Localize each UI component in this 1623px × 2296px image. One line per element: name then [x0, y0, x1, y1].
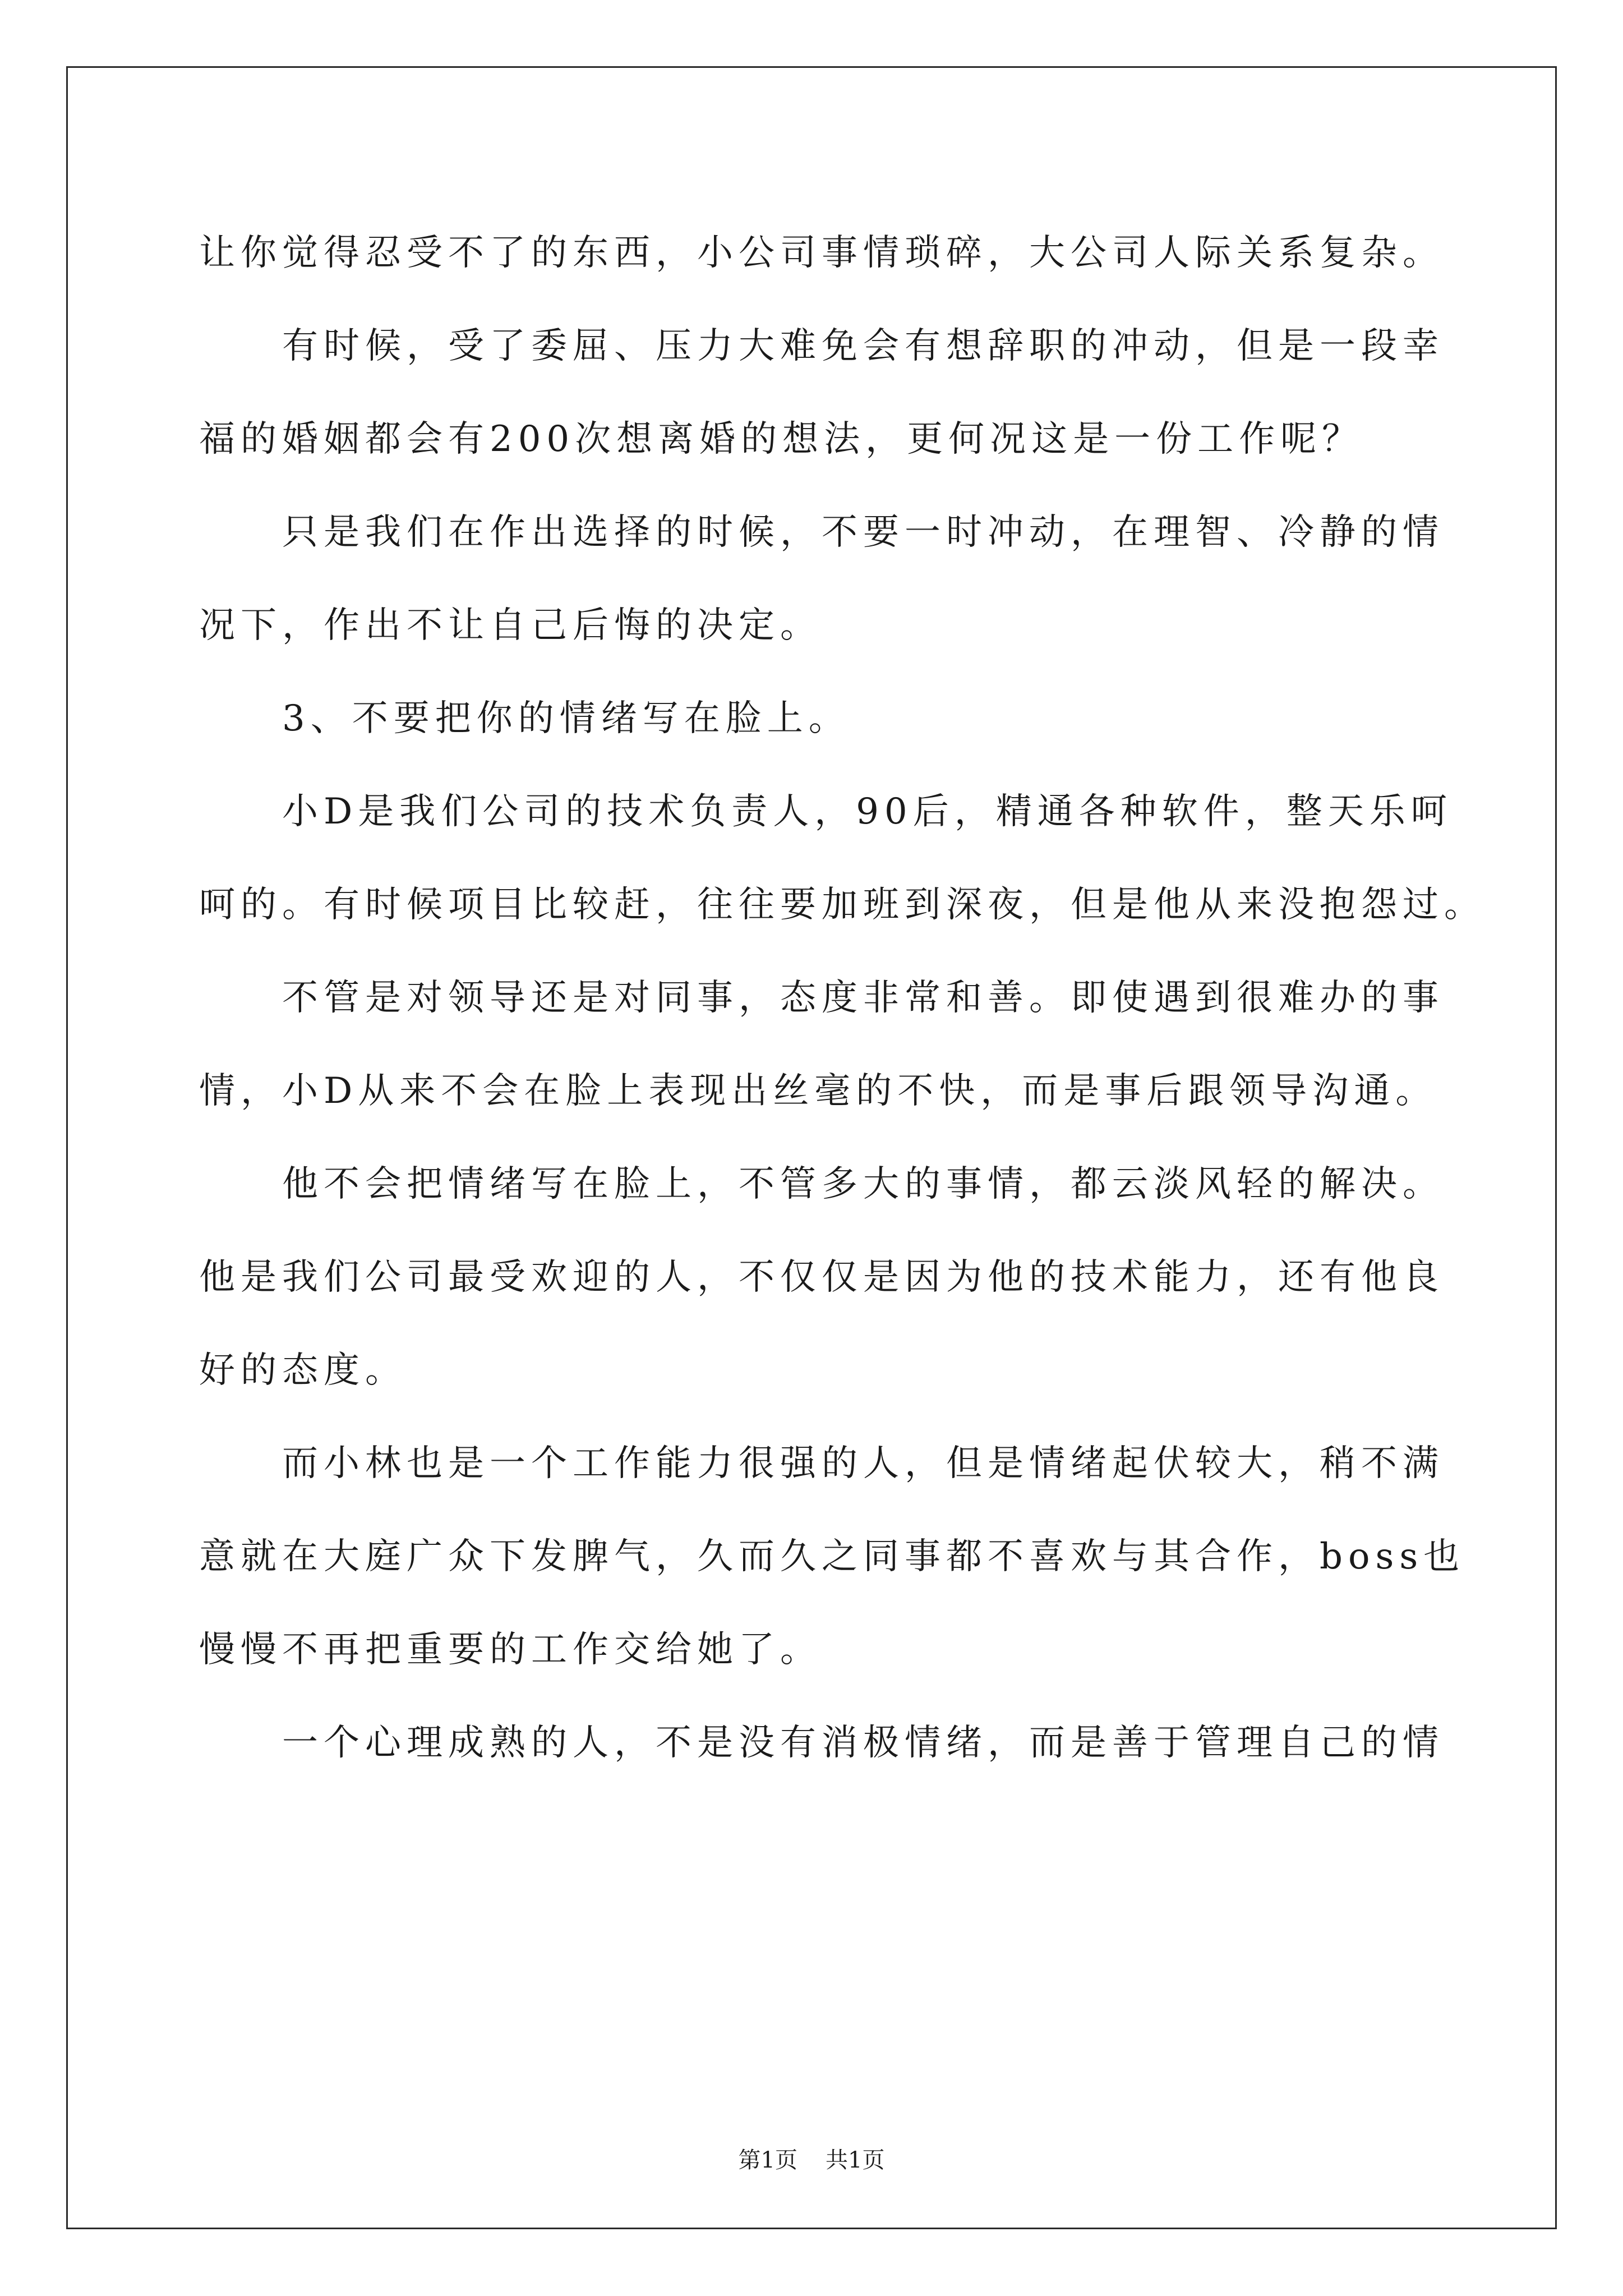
text-line: 不管是对领导还是对同事，态度非常和善。即使遇到很难办的事	[282, 977, 1444, 1019]
document-body	[199, 206, 1486, 1789]
text-line: 好的态度。	[199, 1350, 407, 1391]
page-number: 第1页	[738, 2147, 797, 2173]
text-line: 只是我们在作出选择的时候，不要一时冲动，在理智、冷静的情	[282, 512, 1444, 553]
text-line: 有时候，受了委屈、压力大难免会有想辞职的冲动，但是一段幸	[282, 325, 1444, 367]
text-line: 况下，作出不让自己后悔的决定。	[199, 605, 822, 646]
text-line: 一个心理成熟的人，不是没有消极情绪，而是善于管理自己的情	[282, 1722, 1444, 1764]
text-line: 让你觉得忍受不了的东西，小公司事情琐碎，大公司人际关系复杂。	[199, 232, 1444, 274]
page-total: 共1页	[826, 2147, 885, 2173]
text-line: 他是我们公司最受欢迎的人，不仅仅是因为他的技术能力，还有他良	[199, 1257, 1444, 1298]
text-line: 慢慢不再把重要的工作交给她了。	[199, 1629, 822, 1671]
text-line: 情，小D从来不会在脸上表现出丝毫的不快，而是事后跟领导沟通。	[199, 1070, 1437, 1112]
section-heading: 3、不要把你的情绪写在脸上。	[282, 698, 850, 739]
text-line: 小D是我们公司的技术负责人，90后，精通各种软件，整天乐呵	[282, 791, 1453, 832]
text-line: 他不会把情绪写在脸上，不管多大的事情，都云淡风轻的解决。	[282, 1163, 1444, 1205]
text-line: 福的婚姻都会有200次想离婚的想法，更何况这是一份工作呢？	[199, 418, 1364, 460]
text-line: 而小林也是一个工作能力很强的人，但是情绪起伏较大，稍不满	[282, 1443, 1444, 1484]
text-line: 呵的。有时候项目比较赶，往往要加班到深夜，但是他从来没抱怨过。	[199, 884, 1486, 926]
text-line: 意就在大庭广众下发脾气，久而久之同事都不喜欢与其合作，boss也	[199, 1536, 1465, 1577]
page-footer	[0, 2146, 1623, 2174]
